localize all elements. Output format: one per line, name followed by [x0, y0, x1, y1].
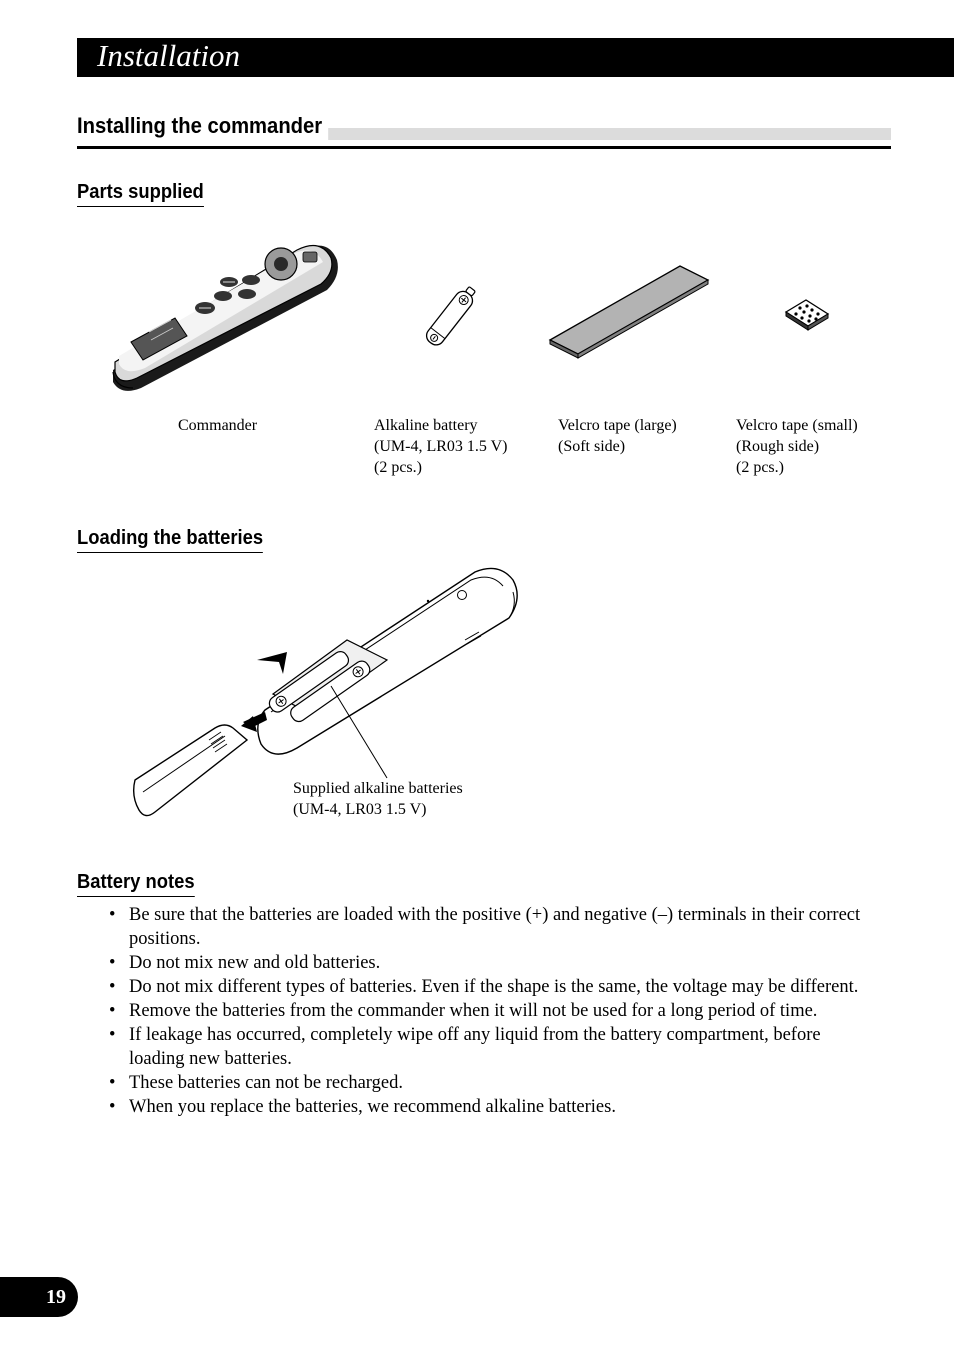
- caption-line: Commander: [178, 417, 258, 434]
- section-title-bar: [77, 112, 891, 149]
- velcro-tape-large-icon: [546, 262, 711, 362]
- page-number: 19: [46, 1286, 66, 1308]
- caption-line: (2 pcs.): [736, 459, 784, 476]
- list-item: • Do not mix different types of batteries. Even if the shape is the same, the voltage may be different.: [108, 975, 878, 999]
- header-bar: [77, 38, 954, 77]
- list-item: • Be sure that the batteries are loaded with the positive (+) and negative (–) terminals in their correct positions.: [108, 903, 878, 951]
- list-item: • Remove the batteries from the commander when it will not be used for a long period of time.: [108, 999, 878, 1023]
- caption-line: (UM-4, LR03 1.5 V): [374, 438, 508, 455]
- part-caption-battery: [374, 415, 507, 478]
- list-item: • Do not mix new and old batteries.: [108, 951, 878, 975]
- caption-line: (Soft side): [558, 438, 626, 455]
- list-item: • These batteries can not be recharged.: [108, 1071, 878, 1095]
- list-item: • When you replace the batteries, we recommend alkaline batteries.: [108, 1095, 878, 1119]
- page-number-tab: [0, 1277, 78, 1317]
- part-caption-commander: [178, 415, 257, 436]
- velcro-tape-small-icon: [782, 296, 832, 332]
- commander-remote-icon: [105, 232, 345, 397]
- caption-line: Supplied alkaline batteries: [293, 780, 463, 797]
- battery-notes-heading: Battery notes: [77, 870, 195, 897]
- list-item: • If leakage has occurred, completely wipe off any liquid from the battery compartment, before loading new batteries.: [108, 1023, 878, 1071]
- parts-supplied-heading: Parts supplied: [77, 180, 204, 207]
- page-title: Installation: [97, 38, 240, 73]
- battery-notes-list: [108, 903, 878, 1119]
- section-title: Installing the commander: [77, 112, 328, 140]
- caption-line: (Rough side): [736, 438, 820, 455]
- part-caption-velcro-small: [736, 415, 858, 478]
- caption-line: Alkaline battery: [374, 417, 478, 434]
- loading-caption: [293, 778, 463, 820]
- caption-line: Velcro tape (small): [736, 417, 858, 434]
- loading-batteries-heading: Loading the batteries: [77, 526, 263, 553]
- battery-icon: [415, 280, 490, 350]
- caption-line: Velcro tape (large): [558, 417, 677, 434]
- caption-line: (2 pcs.): [374, 459, 422, 476]
- caption-line: (UM-4, LR03 1.5 V): [293, 801, 427, 818]
- part-caption-velcro-large: [558, 415, 677, 457]
